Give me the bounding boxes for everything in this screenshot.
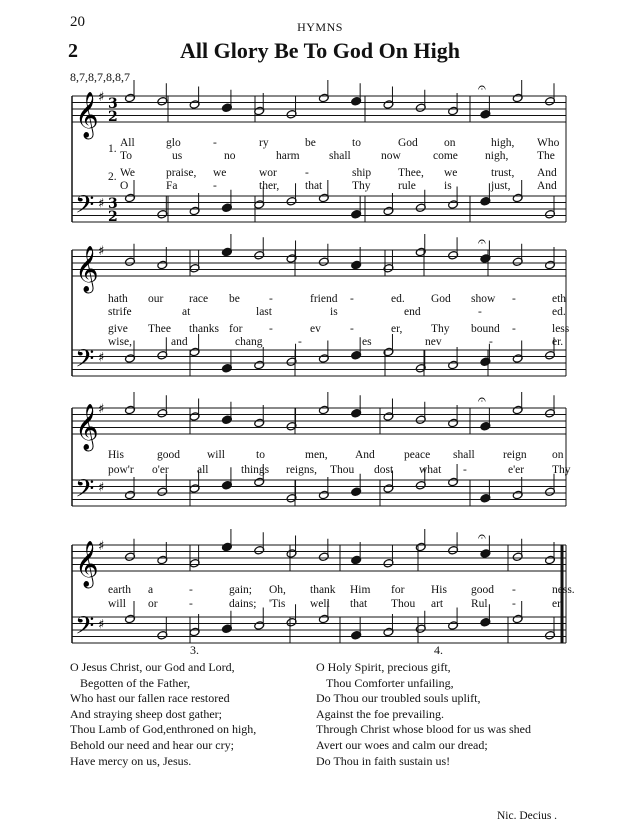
lyric-syllable: what [419,464,442,476]
lyric-syllable: Thee, [398,167,424,179]
running-head: HYMNS [297,20,343,34]
lyric-syllable: to [352,137,361,149]
sharp-icon: ♯ [98,196,105,212]
lyric-syllable: And [537,167,557,179]
lyric-syllable: God [398,137,418,149]
lyric-syllable: for [391,584,405,596]
lyric-syllable: - [512,598,516,610]
treble-clef-icon: 𝄞 [75,246,99,292]
lyric-syllable: show [471,293,496,305]
stanza-4-line: Thou Comforter unfailing, [326,675,454,690]
lyric-syllable: es [362,336,372,348]
lyric-syllable: that [305,180,323,192]
lyric-syllable: race [189,293,209,305]
treble-clef-icon: 𝄞 [75,404,99,450]
lyric-syllable: that [350,598,368,610]
lyric-syllable: give [108,323,128,335]
lyric-syllable: hath [108,293,128,305]
bass-clef-icon: 𝄢 [75,611,95,647]
lyric-syllable: be [305,137,316,149]
lyric-syllable: shall [453,449,475,461]
hymn-number: 2 [68,40,78,62]
lyric-syllable: And [355,449,375,461]
lyric-syllable: on [552,449,564,461]
lyric-syllable: things [241,464,270,476]
lyric-syllable: ness. [552,584,575,596]
time-signature: 3 [108,196,118,212]
lyric-syllable: art [431,598,444,610]
lyric-syllable: on [444,137,456,149]
lyric-syllable: - [478,306,482,318]
lyric-syllable: eth [552,293,567,305]
lyric-syllable: To [120,150,132,162]
sharp-icon: ♯ [98,244,105,259]
stanza-4-line: Avert our woes and calm our dread; [316,737,488,752]
verse-label-1: 1. [108,143,117,155]
lyric-syllable: no [224,150,236,162]
lyric-syllable: We [120,167,136,179]
stanza-3-line: Who hast our fallen race restored [70,691,230,706]
lyric-syllable: be [229,293,240,305]
lyric-syllable: less [552,323,570,335]
lyric-syllable: er. [552,598,564,610]
lyric-syllable: nev [425,336,442,348]
sharp-icon: ♯ [98,350,105,366]
lyric-syllable: will [108,598,126,610]
stanza-3-number: 3. [190,643,199,657]
lyric-syllable: bound [471,323,500,335]
lyric-syllable: ed. [552,306,566,318]
lyric-syllable: for [229,323,243,335]
lyric-syllable: nigh, [485,150,509,162]
lyric-syllable: - [189,584,193,596]
lyric-syllable: peace [404,449,431,461]
lyric-syllable: And [537,180,557,192]
lyric-syllable: men, [305,449,328,461]
bass-clef-icon: 𝄢 [75,190,95,226]
lyric-syllable: praise, [166,167,197,179]
lyric-syllable: is [444,180,452,192]
lyric-syllable: will [207,449,225,461]
stanza-4 [316,660,531,769]
lyric-syllable: O [120,180,129,192]
fermata-icon: 𝄐 [478,392,486,408]
fermata-icon: 𝄐 [478,80,486,96]
sharp-icon: ♯ [98,90,105,105]
lyric-syllable: now [381,150,401,162]
stanza-3 [70,660,256,769]
lyric-syllable: thank [310,584,336,596]
lyric-syllable: all [197,464,209,476]
lyric-syllable: at [182,306,191,318]
lyric-syllable: Oh, [269,584,286,596]
lyric-syllable: - [213,137,217,149]
lyric-syllable: Thee [148,323,171,335]
treble-clef-icon: 𝄞 [75,541,99,587]
lyric-syllable: we [213,167,227,179]
lyric-syllable: - [269,323,273,335]
lyric-syllable: Thy [552,464,571,476]
lyric-syllable: Him [350,584,371,596]
lyric-syllable: His [108,449,124,461]
lyric-syllable: ev [310,323,321,335]
lyric-syllable: Thy [352,180,371,192]
lyric-syllable: strife [108,306,132,318]
lyric-syllable: pow'r [108,464,134,476]
lyric-syllable: to [256,449,265,461]
stanza-3-line: And straying sheep dost gather; [70,706,222,721]
lyric-syllable: our [148,293,164,305]
lyric-syllable: - [512,293,516,305]
lyric-syllable: reign [503,449,527,461]
lyric-syllable: ed. [391,293,405,305]
lyric-syllable: just, [491,180,511,192]
sharp-icon: ♯ [98,617,105,633]
lyric-syllable: and [171,336,188,348]
lyric-syllable: rule [398,180,416,192]
sharp-icon: ♯ [98,539,105,554]
bass-clef-icon: 𝄢 [75,474,95,510]
fermata-icon: 𝄐 [478,529,486,545]
lyric-syllable: - [269,293,273,305]
lyric-syllable: - [489,336,493,348]
lyric-syllable: earth [108,584,131,596]
lyric-syllable: dost [374,464,394,476]
lyric-syllable: ship [352,167,372,179]
lyric-syllable: friend [310,293,338,305]
lyric-syllable: dains; [229,598,257,610]
lyric-syllable: ry [259,137,269,149]
stanza-3-line: Behold our need and hear our cry; [70,737,234,752]
lyric-syllable: good [157,449,180,461]
hymn-title: All Glory Be To God On High [180,38,460,63]
lyric-syllable: harm [276,150,300,162]
time-signature: 2 [108,109,118,125]
lyric-syllable: come [433,150,458,162]
page-number: 20 [70,14,85,30]
lyric-syllable: glo [166,137,181,149]
lyric-syllable: reigns, [286,464,317,476]
stanza-3-line: Begotten of the Father, [80,675,191,690]
lyric-syllable: or [148,598,158,610]
lyric-syllable: Rul [471,598,488,610]
lyric-syllable: ther, [259,180,280,192]
lyric-syllable: wise, [108,336,132,348]
lyric-syllable: Thou [330,464,355,476]
lyric-syllable: God [431,293,451,305]
lyric-syllable: The [537,150,555,162]
lyric-syllable: end [404,306,421,318]
stanza-4-line: Do Thou our troubled souls uplift, [316,691,481,706]
stanza-4-line: Through Christ whose blood for us was shed [316,722,531,737]
lyric-syllable: er. [552,336,564,348]
stanza-3-line: Thou Lamb of God,enthroned on high, [70,722,257,737]
treble-clef-icon: 𝄞 [75,92,99,138]
lyric-syllable: - [350,293,354,305]
lyric-syllable: All [120,137,135,149]
meter: 8,7,8,7,8,8,7 [70,70,130,84]
lyric-syllable: His [431,584,447,596]
lyric-syllable: chang [235,336,263,348]
lyric-syllable: gain; [229,584,252,596]
sharp-icon: ♯ [98,480,105,496]
lyric-syllable: e'er [508,464,525,476]
lyric-syllable: o'er [152,464,169,476]
time-signature: 3 [108,96,118,112]
lyric-syllable: high, [491,137,515,149]
lyric-syllable: last [256,306,272,318]
stanza-4-line: Against the foe prevailing. [316,706,444,721]
lyric-syllable: thanks [189,323,220,335]
author-credit: Nic. Decius . [497,810,558,822]
lyric-syllable: trust, [491,167,515,179]
lyric-syllable: shall [329,150,351,162]
lyric-syllable: Thou [391,598,416,610]
lyric-syllable: a [148,584,154,596]
lyric-syllable: - [512,323,516,335]
time-signature: 2 [108,209,118,225]
lyric-syllable: Thy [431,323,450,335]
sharp-icon: ♯ [98,402,105,417]
lyric-syllable: 'Tis [269,598,286,610]
stanza-4-number: 4. [434,643,443,657]
fermata-icon: 𝄐 [478,234,486,250]
lyric-syllable: we [444,167,458,179]
lyric-syllable: us [172,150,183,162]
lyric-syllable: is [330,306,338,318]
lyric-syllable: - [463,464,467,476]
lyric-syllable: - [350,323,354,335]
lyric-syllable: - [189,598,193,610]
stanza-3-line: O Jesus Christ, our God and Lord, [70,660,235,674]
bass-clef-icon: 𝄢 [75,344,95,380]
lyric-syllable: - [213,180,217,192]
lyric-syllable: good [471,584,494,596]
lyric-syllable: - [305,167,309,179]
lyric-syllable: Fa [166,180,178,192]
verse-label-2: 2. [108,171,117,183]
stanza-3-line: Have mercy on us, Jesus. [70,753,192,768]
lyric-syllable: - [512,584,516,596]
lyric-syllable: Who [537,137,560,149]
stanza-4-line: O Holy Spirit, precious gift, [316,660,451,674]
stanza-4-line: Do Thou in faith sustain us! [316,753,451,768]
lyric-syllable: - [298,336,302,348]
lyric-syllable: er, [391,323,403,335]
lyric-syllable: wor [259,167,277,179]
lyric-syllable: well [310,598,330,610]
